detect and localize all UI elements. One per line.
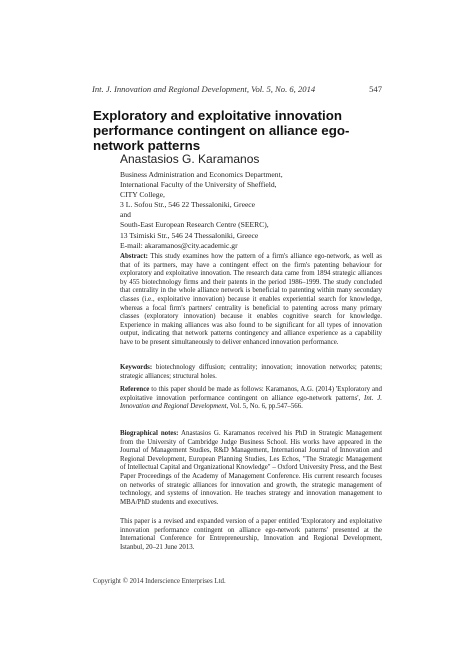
bio-text: Anastasios G. Karamanos received his PhD in Strategic Management from the University of Cambridge Judge Business School. His works have appeared in the Journal of Management Studies, R&D Management, International Journal of Innovation and Regional Development, European Planning Studies, Les Echos, "The Strategic Management of Intellectual Capital and Organizational Knowledge" – Oxford University Press, and the Best Paper Proceedings of the Academy of Management Conference. His current research focuses on networks of strategic alliances for innovation and growth, the strategic management of technology, and systems of innovation. He teaches strategy and innovation management to MBA/PhD students and executives. <box>120 430 383 506</box>
author-email: E-mail: akaramanos@city.academic.gr <box>120 240 238 250</box>
reference-volume: , Vol. 5, No. 6, pp.547–566. <box>226 403 303 411</box>
keywords-text: biotechnology diffusion; centrality; innovation; innovation networks; patents; strategic alliances; structural holes. <box>120 364 382 380</box>
author-name: Anastasios G. Karamanos <box>120 152 260 166</box>
bio-label: Biographical notes: <box>120 430 179 437</box>
affiliation-line: and <box>120 210 131 220</box>
revision-note: This paper is a revised and expanded version of a paper entitled 'Exploratory and exploitative innovation performance contingent on alliance ego-network patterns' presented at the International Conference for Entrepreneurship, Innovation and Regional Development, Istanbul, 20–21 June 2013. <box>120 518 382 551</box>
abstract-text: This study examines how the pattern of a firm's alliance ego-network, as well as that of its partners, may have a contingent effect on the firm's patenting behaviour for exploratory and exploitative innovation. The research data came from 1894 strategic alliances by 455 biotechnology firms and their patents in the period 1986–1999. The study concluded that centrality in the whole alliance network is beneficial to patenting within many secondary classes (i.e., exploitative innovation) because it enables experiential search for knowledge, whereas a focal firm's partners' centrality is beneficial to patenting across many primary classes (exploratory innovation) because it enables cognitive search for knowledge. Experience in making alliances was also found to be significant for all types of innovation output, indicating that network patterns contingency and alliance experience as a capability have to be present simultaneously to deliver enhanced innovation performance. <box>120 253 382 346</box>
abstract <box>120 253 382 348</box>
author-affiliation <box>120 170 380 251</box>
reference-text: to this paper should be made as follows: Karamanos, A.G. (2014) 'Exploratory and exploitative innovation performance contingent on alliance ego-network patterns', <box>120 386 382 402</box>
affiliation-line: 13 Tsimiski Str., 546 24 Thessaloniki, Greece <box>120 230 259 240</box>
copyright-notice: Copyright © 2014 Inderscience Enterprises Ltd. <box>93 578 226 585</box>
running-head: Int. J. Innovation and Regional Development, Vol. 5, No. 6, 2014 <box>92 84 316 94</box>
keywords <box>120 364 382 381</box>
biographical-notes <box>120 430 382 507</box>
keywords-label: Keywords: <box>120 364 153 371</box>
citation-reference <box>120 386 382 412</box>
affiliation-line: South-East European Research Centre (SEERC), <box>120 220 269 230</box>
paper-title: Exploratory and exploitative innovation performance contingent on alliance ego-network patterns <box>93 108 350 153</box>
affiliation-line: CITY College, <box>120 190 165 200</box>
affiliation-line: International Faculty of the University of Sheffield, <box>120 180 277 190</box>
reference-journal: Int. J. Innovation and Regional Development <box>120 394 382 411</box>
affiliation-line: Business Administration and Economics Department, <box>120 170 283 179</box>
reference-label: Reference <box>120 386 150 393</box>
affiliation-line: 3 L. Sofou Str., 546 22 Thessaloniki, Greece <box>120 200 256 210</box>
page-number: 547 <box>369 84 382 94</box>
abstract-label: Abstract: <box>120 253 148 260</box>
